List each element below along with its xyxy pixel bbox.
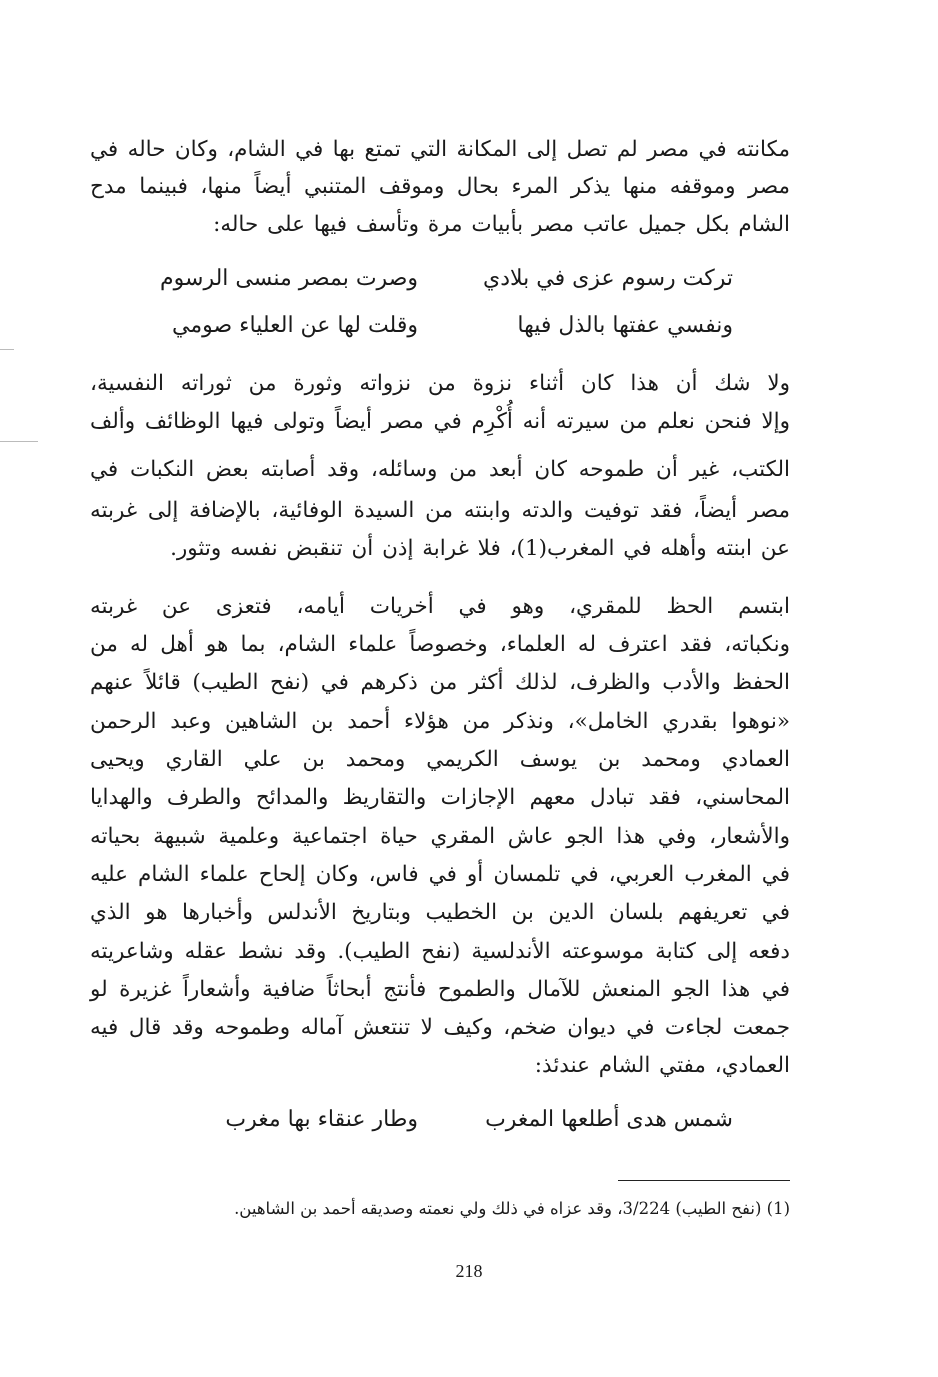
paragraph3-line-2: ونكباته، فقد اعترف له العلماء، وخصوصاً علماء الشام، بما هو أهل له من [90, 632, 790, 657]
paragraph2-line-2: وإلا فنحن نعلم من سيرته أنه أُكْرِم في مصر أيضاً وتولى فيها الوظائف وألف [90, 409, 790, 434]
paragraph3-line-1: ابتسم الحظ للمقري، وهو في أخريات أيامه، فتعزى عن غربته [90, 594, 790, 619]
paragraph3-line-5: العمادي ومحمد بن يوسف الكريمي ومحمد بن علي القاري ويحيى [90, 747, 790, 772]
footnote: (1) (نفح الطيب) 3/224، وقد عزاه في ذلك ولي نعمته وصديقه أحمد بن الشاهين. [234, 1199, 790, 1218]
paragraph3-line-7: والأشعار، وفي هذا الجو عاش المقري حياة اجتماعية وعلمية شبيهة بحياته [90, 824, 790, 849]
paragraph3-line-9: في تعريفهم بلسان الدين بن الخطيب وبتاريخ الأندلس وأخبارها هو الذي [90, 900, 790, 925]
paragraph3-line-11: في هذا الجو المنعش للآمال والطموح فأنتج أبحاثاً ضافية وأشعاراً غزيرة لو [90, 977, 790, 1002]
paragraph2-line-3: الكتب، غير أن طموحه كان أبعد من وسائله، وقد أصابته بعض النكبات في [90, 457, 790, 482]
paragraph3-line-12: جمعت لجاءت في ديوان ضخم، وكيف لا تنتعش آماله وطموحه وقد قال فيه [90, 1015, 790, 1040]
paragraph2-line-5: عن ابنته وأهله في المغرب(1)، فلا غرابة إذن أن تنقبض نفسه وتثور. [170, 536, 790, 561]
paragraph3-line-6: المحاسني، فقد تبادل معهم الإجازات والتقاريظ والمدائح والطرف والهدايا [90, 785, 790, 810]
scan-artifact [0, 441, 38, 442]
paragraph2-line-1: ولا شك أن هذا كان أثناء نزوة من نزواته وثورة من ثوراته النفسية، [90, 371, 790, 396]
verse3-hemistich-right: شمس هدى أطلعها المغرب [485, 1107, 733, 1132]
scan-artifact [0, 349, 14, 350]
paragraph3-line-8: في المغرب العربي، في تلمسان أو في فاس، وكان إلحاح علماء الشام عليه [90, 862, 790, 887]
verse2-hemistich-left: وقلت لها عن العلياء صومي [172, 313, 418, 338]
paragraph2-line-4: مصر أيضاً، فقد توفيت والدته وابنته من السيدة الوفائية، بالإضافة إلى غربته [90, 498, 790, 523]
paragraph3-line-3: الحفظ والأدب والظرف، لذلك أكثر من ذكرهم في (نفح الطيب) قائلاً عنهم [90, 670, 790, 695]
page-number: 218 [455, 1261, 483, 1281]
paragraph1-line-3: الشام بكل جميل عاتب مصر بأبيات مرة وتأسف فيها على حاله: [213, 212, 790, 237]
footnote-separator [618, 1180, 790, 1181]
paragraph1-line-1: مكانته في مصر لم تصل إلى المكانة التي تمتع بها في الشام، وكان حاله في [90, 137, 790, 162]
verse1-hemistich-left: وصرت بمصر منسى الرسوم [160, 266, 418, 291]
paragraph1-line-2: مصر وموقفه منها يذكر المرء بحال وموقف المتنبي أيضاً منها، فبينما مدح [90, 174, 790, 199]
verse2-hemistich-right: ونفسي عفتها بالذل فيها [517, 313, 733, 338]
paragraph3-line-13: العمادي، مفتي الشام عندئذ: [534, 1053, 790, 1078]
verse1-hemistich-right: تركت رسوم عزى في بلادي [483, 266, 733, 291]
paragraph3-line-4: «نوهوا بقدري الخامل»، ونذكر من هؤلاء أحمد بن الشاهين وعبد الرحمن [90, 709, 791, 734]
paragraph3-line-10: دفعه إلى كتابة موسوعته الأندلسية (نفح الطيب). وقد نشط عقله وشاعريته [90, 939, 790, 964]
verse3-hemistich-left: وطار عنقاء بها مغرب [225, 1107, 418, 1132]
